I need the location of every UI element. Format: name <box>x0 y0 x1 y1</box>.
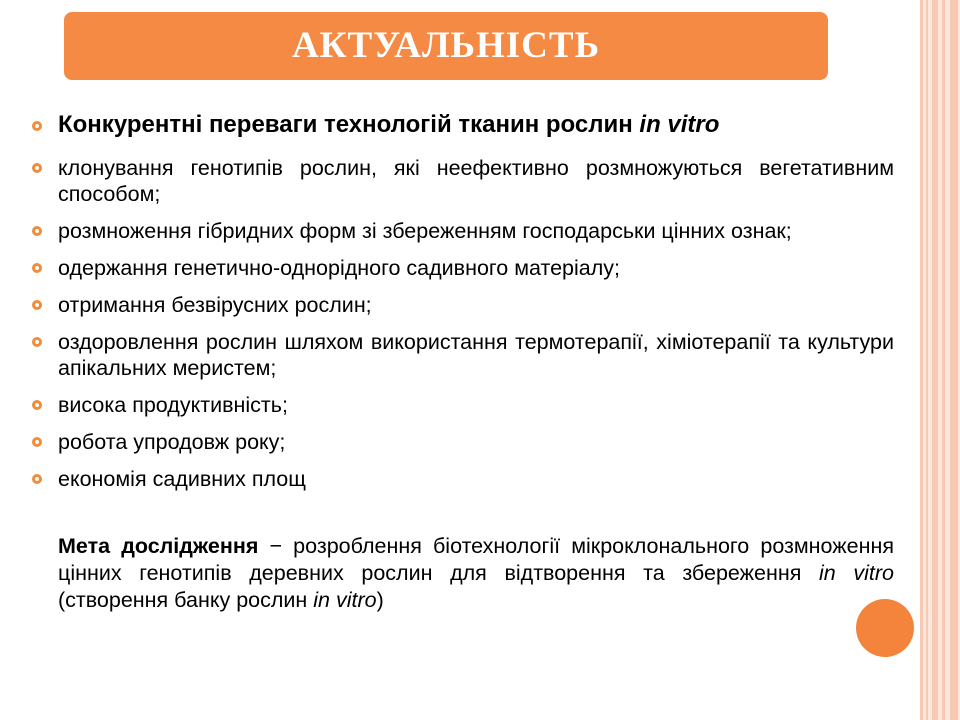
goal-italic: in vitro <box>313 588 377 612</box>
bullet-icon <box>32 474 42 484</box>
bullet-icon <box>32 437 42 447</box>
bullet-icon <box>32 163 42 173</box>
list-item-text: оздоровлення рослин шляхом використання термотерапії, хіміотерапії та культури апікальних меристем; <box>58 330 894 380</box>
bullet-icon <box>32 300 42 310</box>
bullet-icon <box>32 263 42 273</box>
bullet-icon <box>32 337 42 347</box>
list-heading <box>32 110 894 140</box>
list-item <box>32 218 894 244</box>
list-item <box>32 292 894 318</box>
heading-italic: in vitro <box>639 111 720 138</box>
list-item <box>32 392 894 418</box>
slide-title: АКТУАЛЬНІСТЬ <box>291 25 601 66</box>
bullet-icon <box>32 121 42 131</box>
list-item <box>32 329 894 381</box>
decorative-stripes <box>920 0 960 720</box>
goal-text: (створення банку рослин <box>58 588 314 612</box>
goal-label: Мета дослідження <box>58 534 259 558</box>
list-item-text: отримання безвірусних рослин; <box>58 293 372 317</box>
goal-text: − розроблення біотехнології мікроклонального розмноження цінних генотипів деревних рослин для відтворення та збереження <box>58 534 894 585</box>
research-goal <box>58 533 894 614</box>
title-banner <box>64 12 828 80</box>
list-item <box>32 155 894 207</box>
goal-italic: in vitro <box>819 561 894 585</box>
list-item-text: одержання генетично-однорідного садивного матеріалу; <box>58 256 621 280</box>
list-item <box>32 255 894 281</box>
list-item-text: клонування генотипів рослин, які неефективно розмножуються вегетативним способом; <box>58 156 894 206</box>
list-item-text: висока продуктивність; <box>58 393 288 417</box>
heading-text: Конкурентні переваги технологій тканин рослин <box>58 111 640 138</box>
list-item-text: розмноження гібридних форм зі збереженням господарськи цінних ознак; <box>58 219 792 243</box>
goal-text: ) <box>376 588 384 612</box>
list-item <box>32 466 894 492</box>
bullet-list <box>32 110 894 503</box>
list-item <box>32 429 894 455</box>
bullet-icon <box>32 226 42 236</box>
decorative-circle <box>856 599 914 657</box>
list-item-text: робота упродовж року; <box>58 430 286 454</box>
bullet-icon <box>32 400 42 410</box>
list-item-text: економія садивних площ <box>58 467 306 491</box>
